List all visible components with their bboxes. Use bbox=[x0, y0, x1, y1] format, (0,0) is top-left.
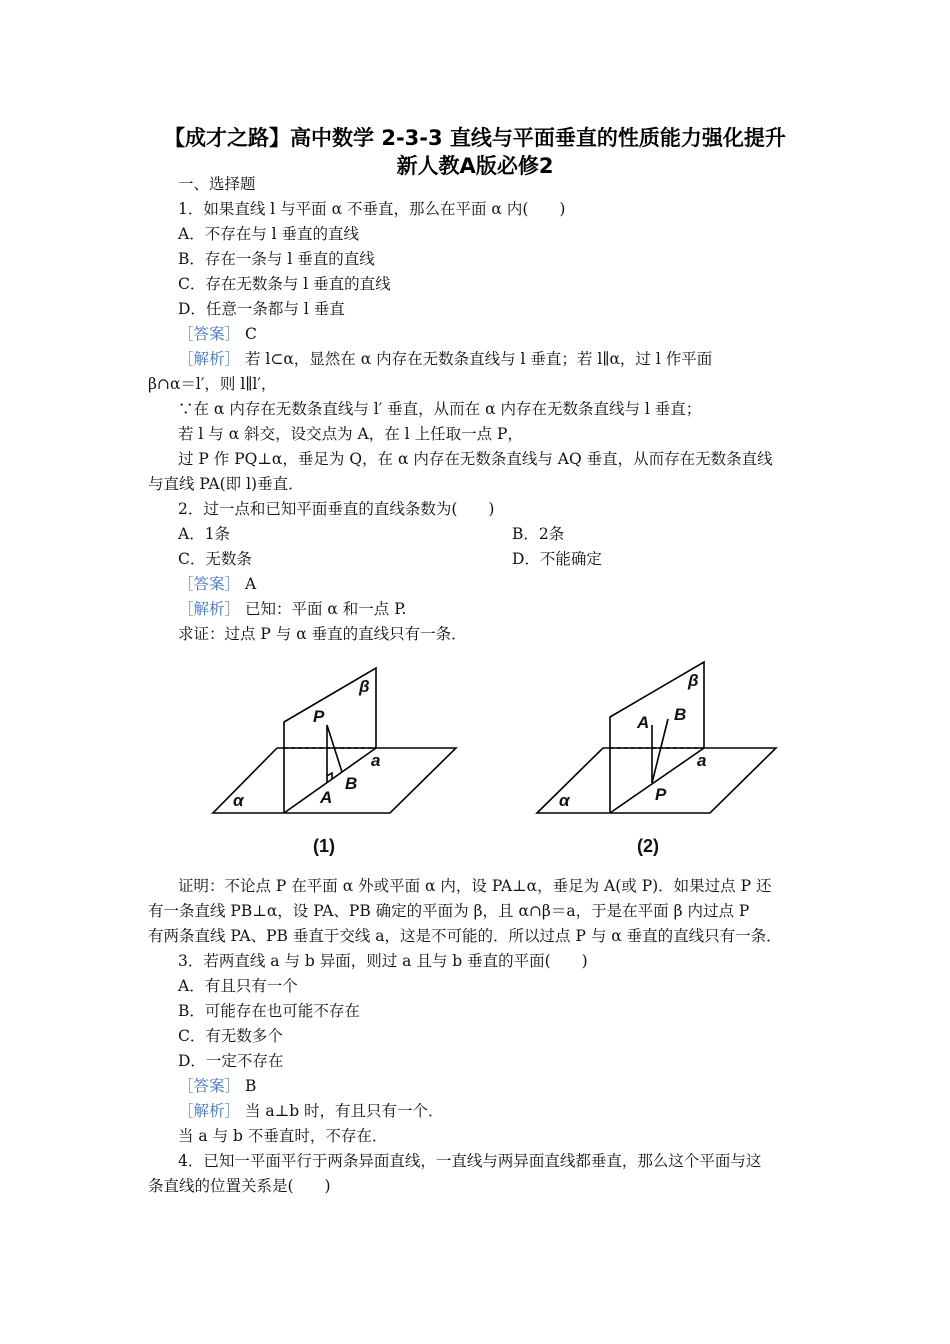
q1-option-d: D．任意一条都与 l 垂直 bbox=[178, 300, 345, 318]
q1-option-c: C．存在无数条与 l 垂直的直线 bbox=[178, 275, 391, 293]
q1-answer bbox=[178, 324, 257, 344]
q2-analysis-line2: 求证：过点 P 与 α 垂直的直线只有一条． bbox=[178, 625, 467, 643]
analysis-text: 当 a⊥b 时，有且只有一个． bbox=[244, 1102, 444, 1120]
answer-tag: ［答案］ bbox=[178, 325, 241, 343]
answer-tag: ［答案］ bbox=[178, 575, 241, 593]
proof-line2: 有一条直线 PB⊥α，设 PA、PB 确定的平面为 β，且 α∩β＝a，于是在平面 β 内过点 P bbox=[148, 902, 750, 920]
q2-option-d: D．不能确定 bbox=[512, 550, 602, 568]
analysis-tag: ［解析］ bbox=[178, 350, 241, 368]
geometry-figure bbox=[200, 655, 790, 865]
answer-value: C bbox=[244, 325, 257, 343]
q1-analysis-line6: 与直线 PA(即 l)垂直． bbox=[148, 475, 304, 493]
fig1-label-point-b: B bbox=[345, 774, 358, 793]
q1-stem: 1．如果直线 l 与平面 α 不垂直，那么在平面 α 内( ) bbox=[178, 200, 566, 218]
analysis-tag: ［解析］ bbox=[178, 600, 241, 618]
q4-stem-line2: 条直线的位置关系是( ) bbox=[148, 1177, 331, 1195]
fig2-segment-pb bbox=[652, 719, 668, 783]
q3-option-a: A．有且只有一个 bbox=[178, 977, 298, 995]
q1-option-a: A．不存在与 l 垂直的直线 bbox=[178, 225, 360, 243]
answer-value: B bbox=[244, 1077, 257, 1095]
fig1-label-alpha: α bbox=[233, 791, 244, 810]
q1-option-b: B．存在一条与 l 垂直的直线 bbox=[178, 250, 375, 268]
fig2-label-a: a bbox=[697, 751, 707, 770]
q2-option-c: C．无数条 bbox=[178, 550, 252, 568]
analysis-tag: ［解析］ bbox=[178, 1102, 241, 1120]
q2-answer bbox=[178, 574, 256, 594]
answer-tag: ［答案］ bbox=[178, 1077, 241, 1095]
proof-line3: 有两条直线 PA、PB 垂直于交线 a，这是不可能的．所以过点 P 与 α 垂直的直线只有一条． bbox=[148, 927, 782, 945]
fig2-label-p: P bbox=[655, 785, 667, 804]
fig1-label-p: P bbox=[313, 707, 325, 726]
fig1-caption: (1) bbox=[313, 836, 335, 856]
doc-title-line2: 新人教A版必修2 bbox=[396, 154, 554, 178]
q3-stem: 3．若两直线 a 与 b 异面，则过 a 且与 b 垂直的平面( ) bbox=[178, 952, 588, 970]
q2-analysis-line1 bbox=[178, 599, 406, 619]
answer-value: A bbox=[244, 575, 257, 593]
analysis-text: 已知：平面 α 和一点 P. bbox=[244, 600, 407, 618]
fig2-caption: (2) bbox=[637, 836, 659, 856]
q3-analysis-line2: 当 a 与 b 不垂直时，不存在． bbox=[178, 1127, 388, 1145]
fig1-label-a: a bbox=[371, 751, 381, 770]
q3-answer bbox=[178, 1076, 256, 1096]
fig1-label-point-a: A bbox=[320, 788, 333, 807]
q2-option-b: B．2条 bbox=[512, 525, 565, 543]
q1-analysis-line1 bbox=[178, 349, 712, 369]
q3-analysis-line1 bbox=[178, 1101, 444, 1121]
q1-analysis-line3: ∵在 α 内存在无数条直线与 l′ 垂直，从而在 α 内存在无数条直线与 l 垂直； bbox=[178, 400, 702, 418]
fig2-label-point-a: A bbox=[637, 713, 650, 732]
q4-stem-line1: 4．已知一平面平行于两条异面直线，一直线与两异面直线都垂直，那么这个平面与这 bbox=[178, 1152, 762, 1170]
q1-analysis-line2: β∩α＝l′，则 l∥l′， bbox=[148, 375, 277, 393]
analysis-text: 若 l⊂α，显然在 α 内存在无数条直线与 l 垂直；若 l∥α，过 l 作平面 bbox=[244, 350, 713, 368]
fig1-plane-alpha bbox=[213, 748, 456, 813]
fig2-label-alpha: α bbox=[559, 791, 570, 810]
q2-option-a: A．1条 bbox=[178, 525, 231, 543]
q3-option-b: B．可能存在也可能不存在 bbox=[178, 1002, 360, 1020]
q1-analysis-line4: 若 l 与 α 斜交，设交点为 A，在 l 上任取一点 P， bbox=[178, 425, 523, 443]
fig2-label-point-b: B bbox=[674, 705, 687, 724]
fig2-label-beta: β bbox=[688, 671, 699, 690]
q3-option-d: D．一定不存在 bbox=[178, 1052, 284, 1070]
q2-stem: 2．过一点和已知平面垂直的直线条数为( ) bbox=[178, 500, 495, 518]
fig1-label-beta: β bbox=[359, 677, 370, 696]
section-heading: 一、选择题 bbox=[178, 175, 256, 193]
q1-analysis-line5: 过 P 作 PQ⊥α，垂足为 Q，在 α 内存在无数条直线与 AQ 垂直，从而存在无数条直线 bbox=[178, 450, 773, 468]
proof-line1: 证明：不论点 P 在平面 α 外或平面 α 内，设 PA⊥α，垂足为 A(或 P)．如果过点 P 还 bbox=[178, 877, 772, 895]
q3-option-c: C．有无数多个 bbox=[178, 1027, 283, 1045]
doc-title-line1: 【成才之路】高中数学 2-3-3 直线与平面垂直的性质能力强化提升 bbox=[164, 126, 786, 150]
